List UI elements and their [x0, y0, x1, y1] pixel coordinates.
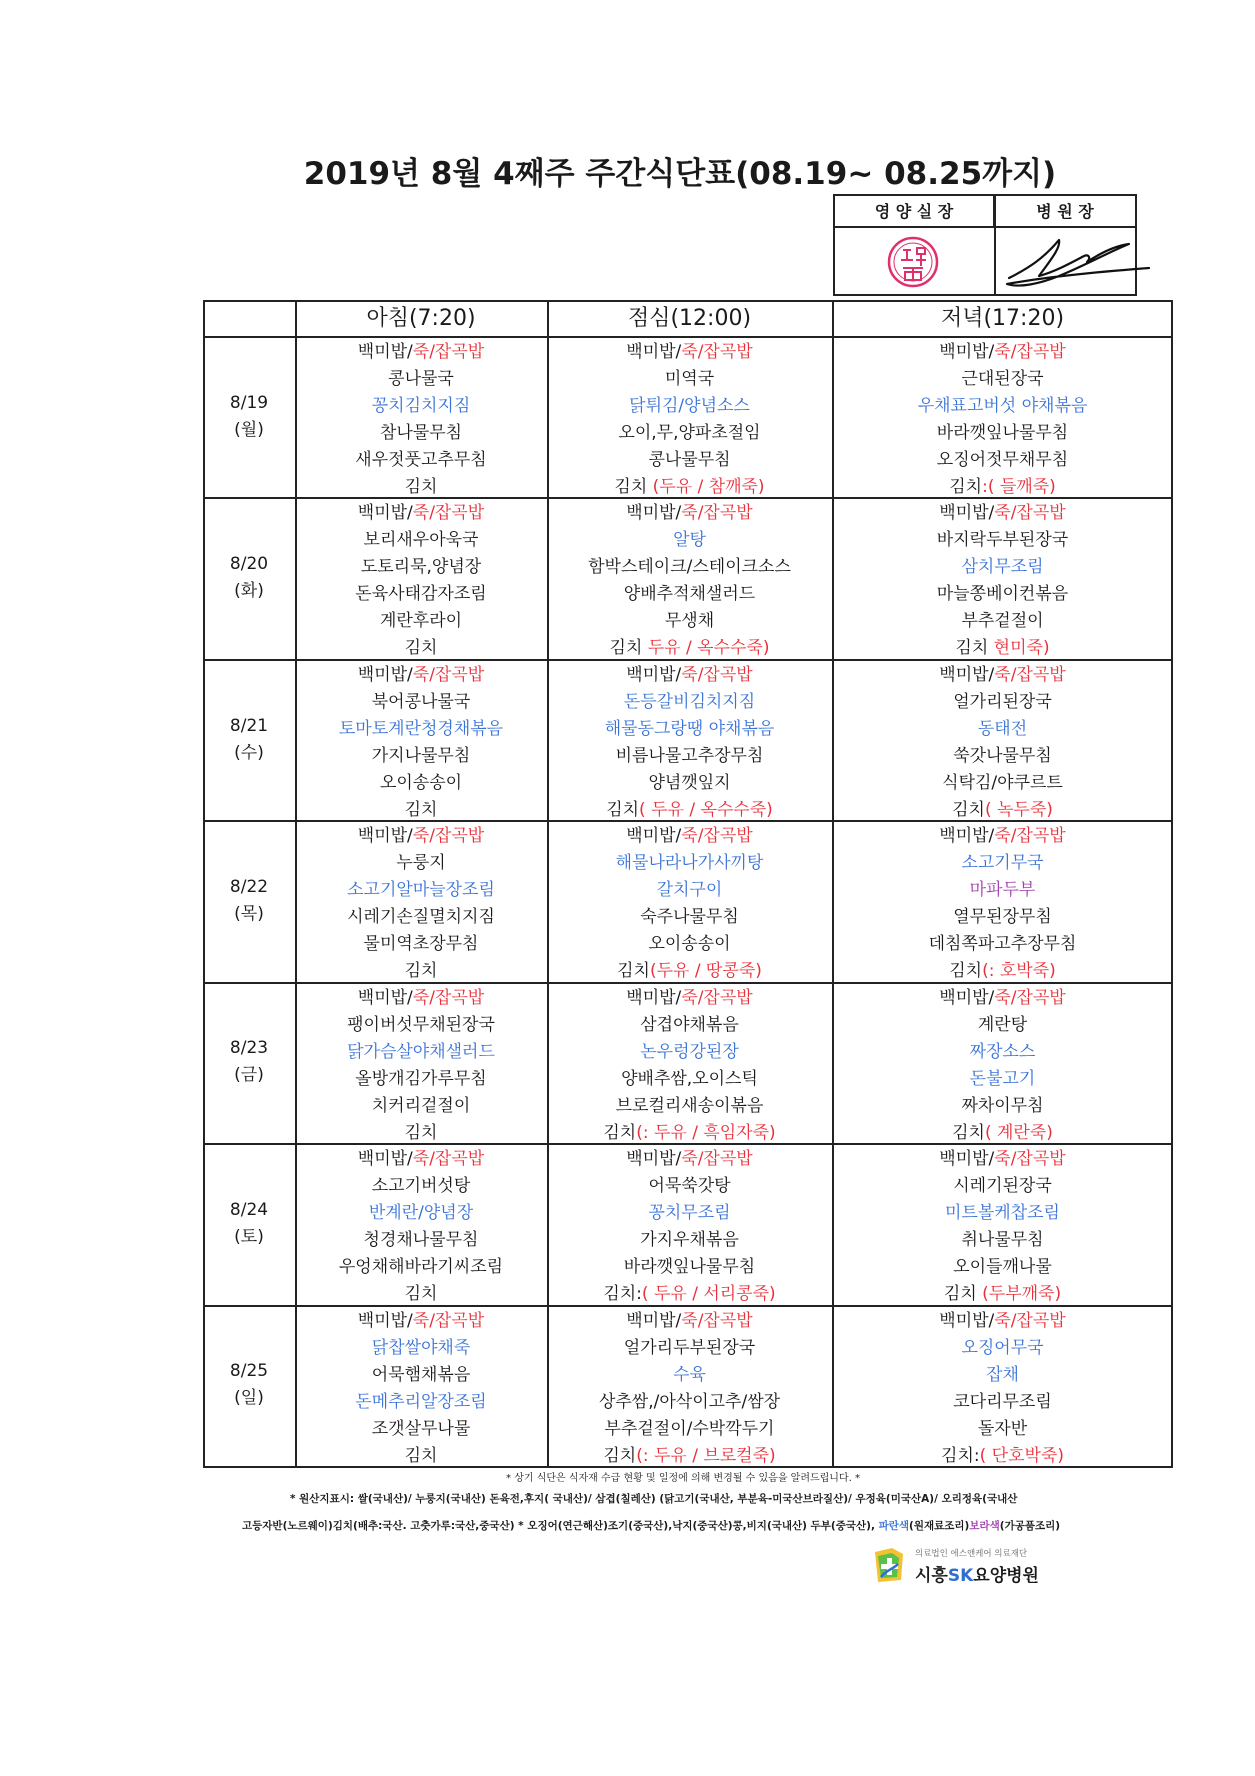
- dinner-menu-item: 우채표고버섯 야채볶음: [917, 396, 1088, 416]
- dinner-menu-item: 오징어무국: [961, 1337, 1044, 1358]
- dinner-menu-item: 김치( 녹두죽): [952, 799, 1053, 820]
- breakfast-menu-item: 우엉채해바라기씨조림: [338, 1257, 504, 1278]
- breakfast-menu-item: 오이송송이: [379, 772, 463, 793]
- breakfast-menu-item: 참나물무침: [379, 423, 463, 443]
- breakfast-menu-item: 조갯살무나물: [371, 1418, 471, 1439]
- lunch-menu-item: 김치 두유 / 옥수수죽): [609, 638, 770, 659]
- lunch-menu-item: 양배추적채샐러드: [623, 584, 756, 605]
- origin-info-line-2: 고등자반(노르웨이)김치(배추:국산. 고춧가루:국산,중국산) * 오징어(연근해산)조기(중국산),낙지(중국산)콩,비지(국내산) 두부(중국산), 파란색(원재료조리)보라색(가공품조리): [242, 1520, 1061, 1532]
- lunch-menu-item: 백미밥/죽/잡곡밥: [626, 1310, 753, 1331]
- lunch-menu-item: 김치 (두유 / 참깨죽): [614, 477, 765, 497]
- breakfast-menu-item: 김치: [404, 1122, 438, 1143]
- dinner-menu-item: 백미밥/죽/잡곡밥: [939, 503, 1066, 524]
- lunch-menu-item: 무생채: [664, 611, 715, 632]
- dinner-menu-item: 잡채: [986, 1364, 1019, 1385]
- director-label: 병 원 장: [995, 196, 1135, 228]
- dinner-menu-item: 김치:( 들깨죽): [949, 477, 1056, 497]
- day-date: 8/24: [229, 1199, 269, 1220]
- dinner-menu-item: 근대된장국: [961, 369, 1044, 389]
- lunch-menu-item: 백미밥/죽/잡곡밥: [626, 1149, 753, 1170]
- origin-info-line-1: * 원산지표시: 쌀(국내산)/ 누룽지(국내산) 돈육전,후지( 국내산)/ 삼겹(칠레산) (닭고기(국내산, 부분육-미국산브라질산)/ 우정육(미국산A)/ 오리정육(국내산: [290, 1493, 1018, 1505]
- dinner-menu-item: 삼치무조림: [961, 557, 1044, 578]
- lunch-menu-item: 숙주나물무침: [640, 907, 739, 928]
- lunch-menu-item: 함박스테이크/스테이크소스: [588, 557, 791, 578]
- lunch-menu-item: 돈등갈비김치지짐: [623, 691, 756, 712]
- day-label: [203, 1358, 295, 1412]
- day-weekday: (수): [234, 742, 264, 763]
- lunch-menu-item: 백미밥/죽/잡곡밥: [626, 826, 753, 847]
- dinner-menu-item: 돈불고기: [969, 1068, 1036, 1089]
- breakfast-menu-item: 반계란/양념장: [368, 1203, 474, 1224]
- breakfast-menu-item: 청경채나물무침: [363, 1230, 479, 1251]
- nutrition-manager-label: 영 양 실 장: [835, 196, 995, 228]
- day-label: [203, 1035, 295, 1089]
- breakfast-menu-item: 물미역초장무침: [363, 934, 479, 955]
- breakfast-menu-item: 치커리겉절이: [371, 1095, 471, 1116]
- dinner-menu-item: 백미밥/죽/잡곡밥: [939, 664, 1066, 685]
- lunch-menu-item: 백미밥/죽/잡곡밥: [626, 342, 753, 362]
- breakfast-menu-item: 어묵햄채볶음: [371, 1364, 471, 1385]
- day-weekday: (화): [234, 581, 264, 602]
- breakfast-menu-item: 김치: [404, 1284, 438, 1305]
- day-label: [203, 1197, 295, 1251]
- lunch-menu-item: 해물나라나가사끼탕: [615, 853, 764, 874]
- day-date: 8/25: [229, 1361, 269, 1382]
- page-title: 2019년 8월 4째주 주간식단표(08.19~ 08.25까지): [303, 156, 1057, 192]
- day-date: 8/22: [229, 877, 269, 897]
- breakfast-menu-item: 소고기알마늘장조림: [347, 880, 495, 901]
- breakfast-menu-item: 김치: [404, 477, 438, 497]
- lunch-menu-item: 오이,무,양파초절임: [618, 423, 761, 443]
- lunch-menu-item: 미역국: [664, 369, 715, 389]
- dinner-menu-item: 취나물무침: [961, 1230, 1044, 1251]
- day-weekday: (월): [234, 419, 264, 440]
- dinner-menu-item: 계란탕: [977, 1014, 1028, 1035]
- dinner-menu-item: 김치 현미죽): [955, 638, 1050, 659]
- dinner-menu-item: 데침쪽파고추장무침: [928, 934, 1077, 955]
- breakfast-menu-item: 올방개김가루무침: [355, 1068, 487, 1089]
- lunch-menu-item: 수육: [673, 1364, 706, 1385]
- approval-box: [833, 194, 1137, 296]
- dinner-menu-item: 백미밥/죽/잡곡밥: [939, 342, 1066, 362]
- director-signature-icon: [999, 228, 1159, 298]
- lunch-menu-item: 어묵쑥갓탕: [648, 1176, 731, 1197]
- breakfast-menu-item: 콩나물국: [388, 369, 454, 389]
- lunch-menu-item: 갈치구이: [656, 880, 723, 901]
- lunch-menu-item: 김치(두유 / 땅콩죽): [617, 961, 762, 982]
- notice-text: * 상기 식단은 식자재 수급 현황 및 일정에 의해 변경될 수 있음을 알려드립니다. *: [506, 1473, 860, 1484]
- dinner-menu-item: 마늘쫑베이컨볶음: [936, 584, 1069, 605]
- breakfast-menu-item: 북어콩나물국: [371, 691, 471, 712]
- lunch-menu-item: 비름나물고추장무침: [615, 745, 764, 766]
- column-header-breakfast: 아침(7:20): [366, 306, 476, 331]
- lunch-menu-item: 백미밥/죽/잡곡밥: [626, 664, 753, 685]
- breakfast-menu-item: 토마토계란청경채볶음: [338, 718, 504, 739]
- hospital-name: 시흥SK요양병원: [915, 1566, 1039, 1586]
- breakfast-menu-item: 김치: [404, 1445, 438, 1466]
- lunch-menu-item: 해물동그랑땡 야채볶음: [604, 718, 775, 739]
- breakfast-menu-item: 백미밥/죽/잡곡밥: [357, 987, 485, 1008]
- dinner-menu-item: 김치( 계란죽): [952, 1122, 1053, 1143]
- dinner-menu-item: 백미밥/죽/잡곡밥: [939, 1149, 1066, 1170]
- lunch-menu-item: 김치( 두유 / 옥수수죽): [606, 799, 773, 820]
- lunch-menu-item: 백미밥/죽/잡곡밥: [626, 503, 753, 524]
- day-label: [203, 390, 295, 444]
- lunch-menu-item: 양배추쌈,오이스틱: [621, 1068, 758, 1089]
- breakfast-menu-item: 김치: [404, 799, 438, 820]
- breakfast-menu-item: 백미밥/죽/잡곡밥: [357, 342, 485, 362]
- dinner-menu-item: 짜차이무침: [961, 1095, 1044, 1116]
- day-date: 8/21: [229, 715, 269, 736]
- dinner-menu-item: 돌자반: [977, 1418, 1028, 1439]
- lunch-menu-item: 상추쌈,/아삭이고추/쌈장: [598, 1391, 781, 1412]
- day-date: 8/19: [229, 392, 269, 413]
- dinner-menu-item: 코다리무조림: [953, 1391, 1052, 1412]
- breakfast-menu-item: 누룽지: [396, 853, 446, 874]
- dinner-menu-item: 부추겉절이: [961, 611, 1044, 632]
- lunch-menu-item: 브로컬리새송이볶음: [615, 1095, 764, 1116]
- day-label: [203, 713, 295, 767]
- breakfast-menu-item: 백미밥/죽/잡곡밥: [357, 826, 485, 847]
- lunch-menu-item: 양념깻잎지: [648, 772, 731, 793]
- dinner-menu-item: 백미밥/죽/잡곡밥: [939, 826, 1066, 847]
- day-weekday: (일): [234, 1388, 264, 1409]
- breakfast-menu-item: 백미밥/죽/잡곡밥: [357, 1149, 485, 1170]
- table-border-top: [203, 300, 1173, 302]
- breakfast-menu-item: 김치: [404, 961, 438, 982]
- breakfast-menu-item: 백미밥/죽/잡곡밥: [357, 503, 485, 524]
- lunch-menu-item: 부추겉절이/수박깍두기: [604, 1418, 775, 1439]
- breakfast-menu-item: 돈메추리알장조림: [355, 1391, 487, 1412]
- hospital-logo-icon: [872, 1546, 906, 1584]
- lunch-menu-item: 콩나물무침: [648, 450, 731, 470]
- dinner-menu-item: 미트볼케찹조림: [945, 1203, 1060, 1224]
- seal-stamp-icon: [885, 234, 941, 290]
- lunch-menu-item: 가지우채볶음: [640, 1230, 739, 1251]
- breakfast-menu-item: 백미밥/죽/잡곡밥: [357, 664, 485, 685]
- breakfast-menu-item: 돈육사태감자조림: [355, 584, 487, 605]
- dinner-menu-item: 오징어젓무채무침: [936, 450, 1069, 470]
- dinner-menu-item: 소고기무국: [961, 853, 1044, 874]
- breakfast-menu-item: 백미밥/죽/잡곡밥: [357, 1310, 485, 1331]
- lunch-menu-item: 백미밥/죽/잡곡밥: [626, 987, 753, 1008]
- breakfast-menu-item: 도토리묵,양념장: [360, 557, 482, 578]
- breakfast-menu-item: 닭가슴살야채샐러드: [347, 1041, 495, 1062]
- day-weekday: (목): [234, 904, 264, 924]
- column-header-lunch: 점심(12:00): [627, 306, 752, 331]
- breakfast-menu-item: 새우젓풋고추무침: [355, 450, 487, 470]
- dinner-menu-item: 마파두부: [969, 880, 1036, 901]
- lunch-menu-item: 꽁치무조림: [648, 1203, 731, 1224]
- dinner-menu-item: 김치 (두부깨죽): [943, 1284, 1062, 1305]
- hospital-subtitle: 의료법인 에스앤케어 의료재단: [915, 1549, 1028, 1559]
- lunch-menu-item: 김치(: 두유 / 브로컬죽): [603, 1445, 776, 1466]
- breakfast-menu-item: 꽁치김치지짐: [371, 396, 471, 416]
- day-label: [203, 551, 295, 605]
- lunch-menu-item: 닭튀김/양념소스: [629, 396, 750, 416]
- breakfast-menu-item: 소고기버섯탕: [371, 1176, 471, 1197]
- breakfast-menu-item: 팽이버섯무채된장국: [347, 1014, 495, 1035]
- lunch-menu-item: 얼가리두부된장국: [623, 1337, 756, 1358]
- dinner-menu-item: 동태전: [977, 718, 1028, 739]
- table-header-divider: [203, 336, 1173, 338]
- day-weekday: (토): [234, 1226, 264, 1247]
- dinner-menu-item: 김치(: 호박죽): [949, 961, 1056, 982]
- dinner-menu-item: 쑥갓나물무침: [953, 745, 1052, 766]
- lunch-menu-item: 논우렁강된장: [640, 1041, 739, 1062]
- dinner-menu-item: 식탁김/야쿠르트: [942, 772, 1063, 793]
- dinner-menu-item: 바지락두부된장국: [936, 530, 1069, 551]
- breakfast-menu-item: 계란후라이: [379, 611, 463, 632]
- lunch-menu-item: 김치:( 두유 / 서리콩죽): [603, 1284, 776, 1305]
- day-label: [203, 874, 295, 928]
- dinner-menu-item: 바라깻잎나물무침: [936, 423, 1069, 443]
- column-header-dinner: 저녁(17:20): [940, 306, 1065, 331]
- lunch-menu-item: 김치(: 두유 / 흑임자죽): [603, 1122, 776, 1143]
- lunch-menu-item: 삼겹야채볶음: [640, 1014, 739, 1035]
- dinner-menu-item: 오이들깨나물: [953, 1257, 1052, 1278]
- day-date: 8/20: [229, 554, 269, 575]
- lunch-menu-item: 오이송송이: [648, 934, 731, 955]
- breakfast-menu-item: 닭찹쌀야채죽: [371, 1337, 471, 1358]
- dinner-menu-item: 얼가리된장국: [953, 691, 1052, 712]
- dinner-menu-item: 열무된장무침: [953, 907, 1052, 928]
- day-date: 8/23: [229, 1038, 269, 1059]
- dinner-menu-item: 김치:( 단호박죽): [941, 1445, 1064, 1466]
- lunch-menu-item: 바라깻잎나물무침: [623, 1257, 756, 1278]
- dinner-menu-item: 짜장소스: [969, 1041, 1036, 1062]
- breakfast-menu-item: 김치: [404, 638, 438, 659]
- dinner-menu-item: 백미밥/죽/잡곡밥: [939, 987, 1066, 1008]
- breakfast-menu-item: 가지나물무침: [371, 745, 471, 766]
- dinner-menu-item: 백미밥/죽/잡곡밥: [939, 1310, 1066, 1331]
- dinner-menu-item: 시레기된장국: [953, 1176, 1052, 1197]
- breakfast-menu-item: 보리새우아욱국: [363, 530, 479, 551]
- lunch-menu-item: 알탕: [673, 530, 706, 551]
- breakfast-menu-item: 시레기손질멸치지짐: [347, 907, 495, 928]
- day-weekday: (금): [234, 1065, 264, 1086]
